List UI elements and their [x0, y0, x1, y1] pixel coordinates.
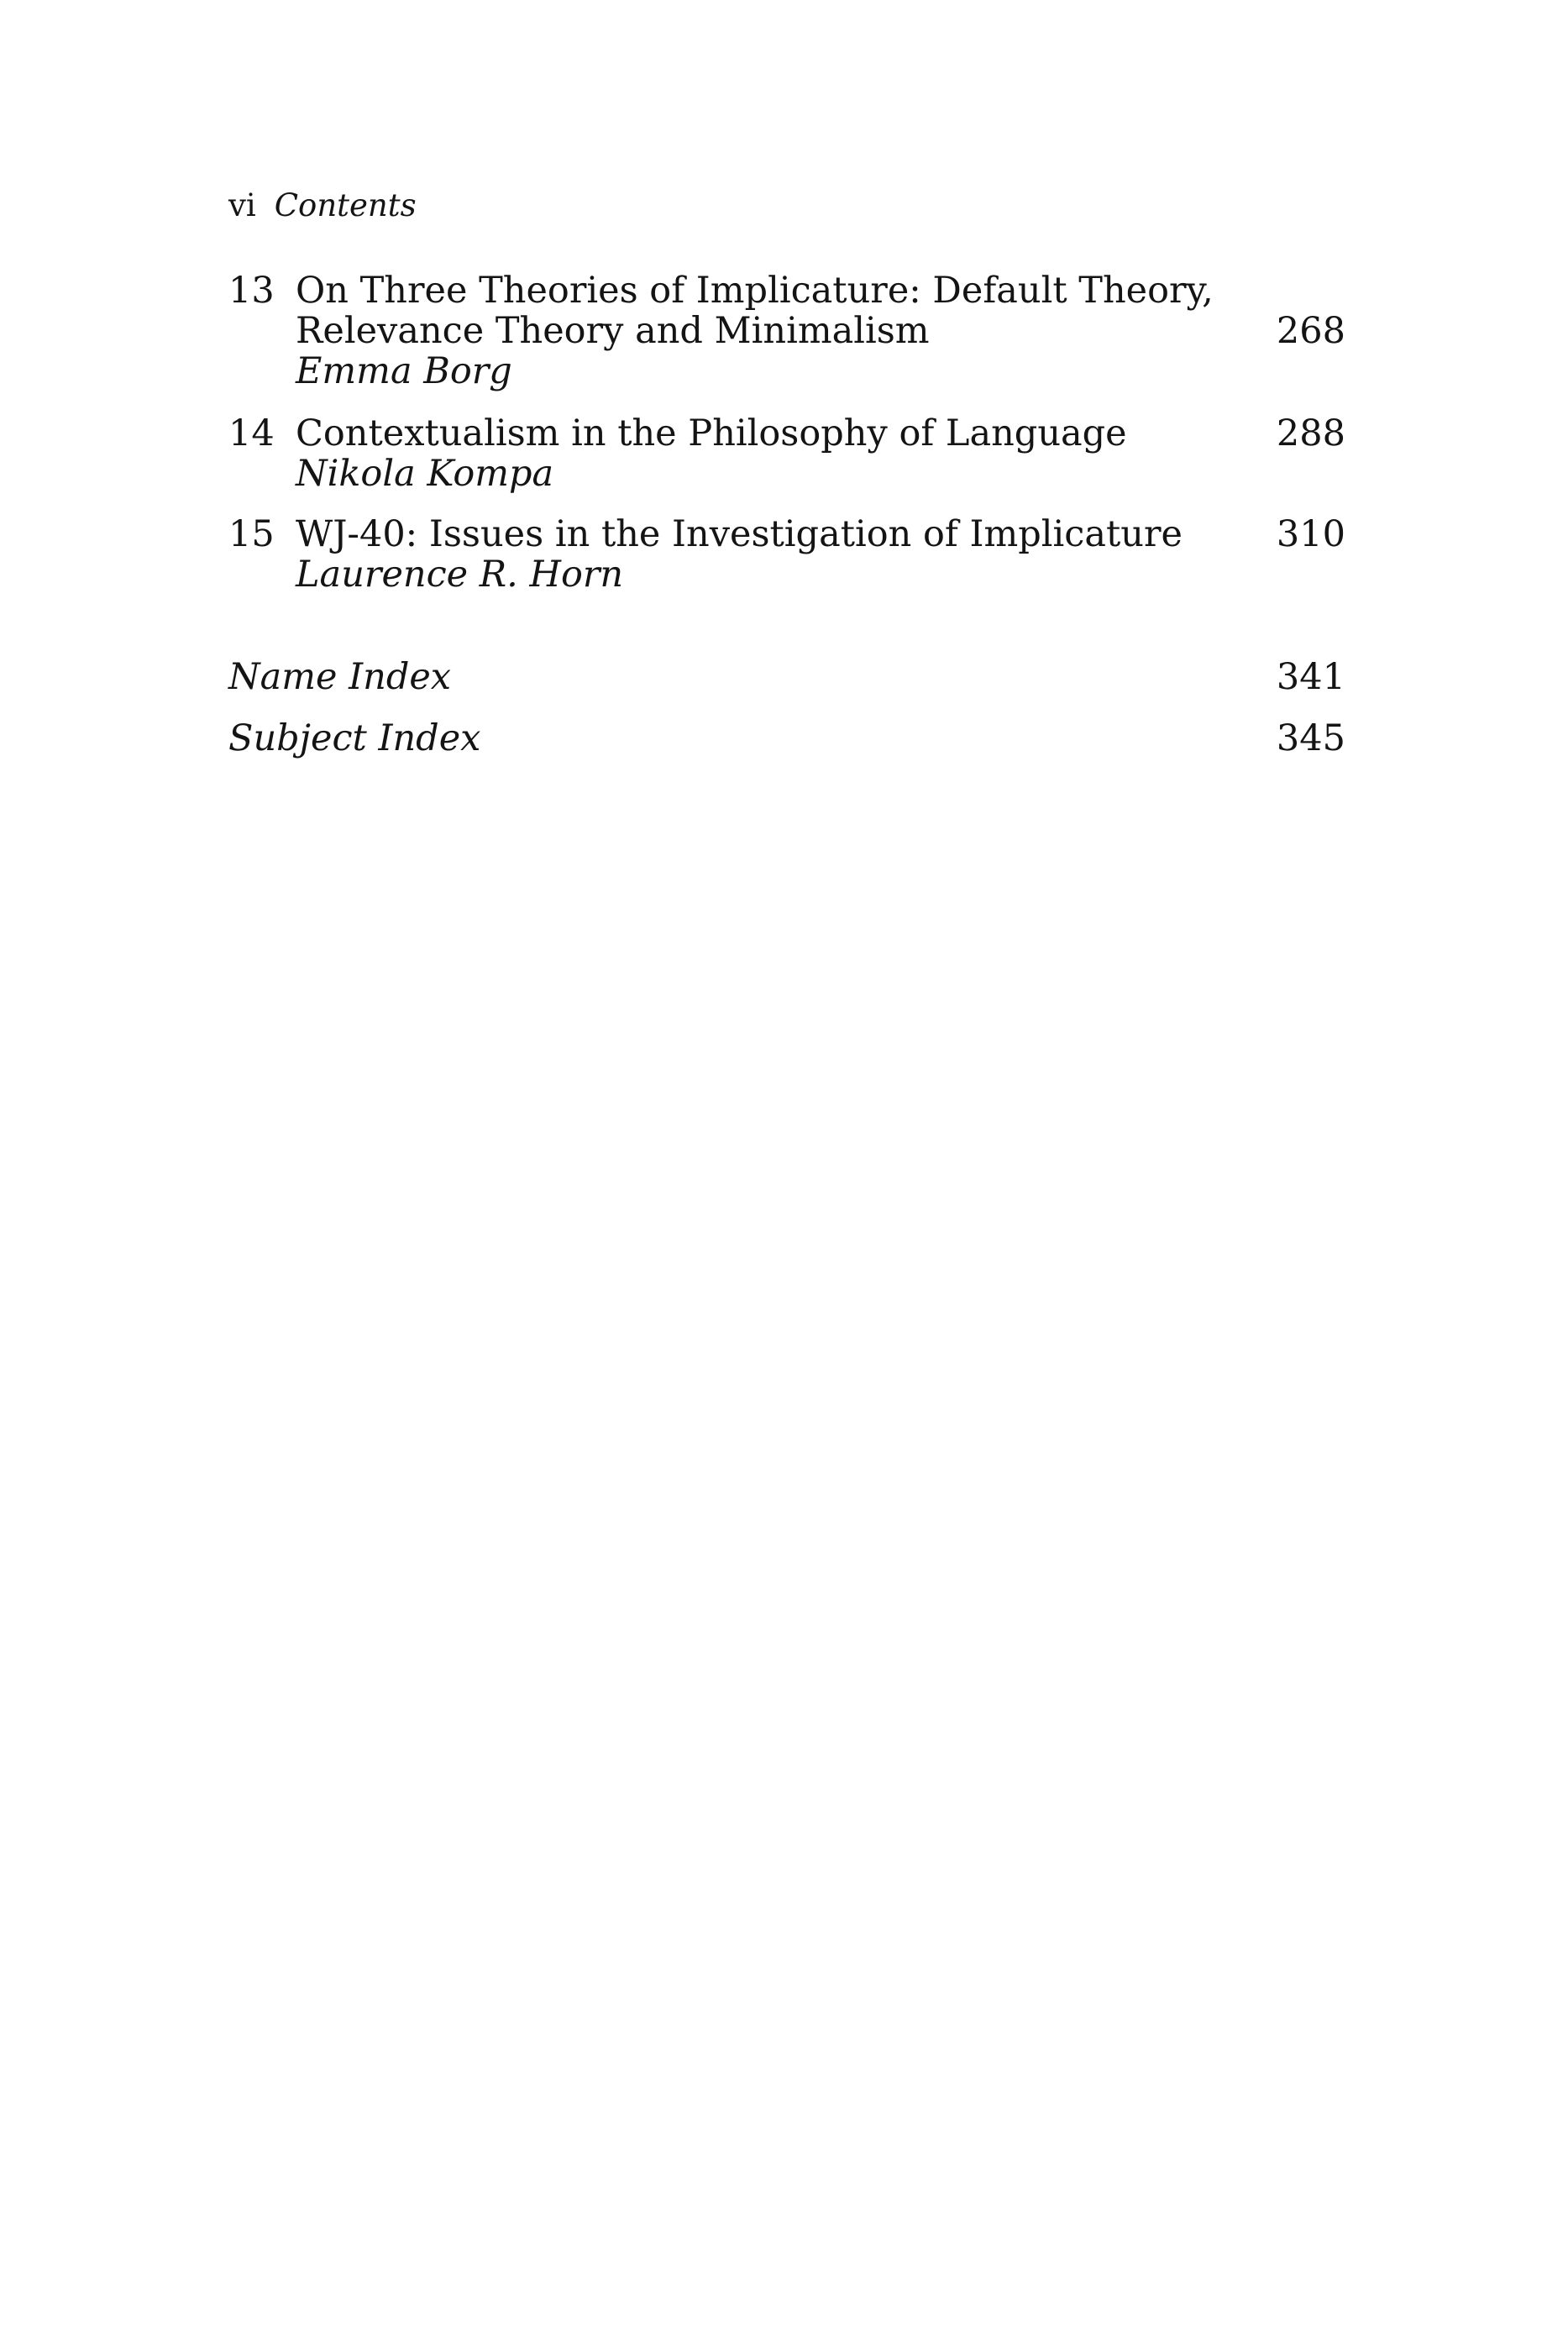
toc-entry-chapter-14 [228, 413, 1345, 494]
toc-entry-subject-index [228, 718, 1345, 759]
chapter-author: Nikola Kompa [296, 453, 554, 495]
chapter-number: 15 [228, 513, 275, 555]
chapter-page-number: 288 [1276, 412, 1345, 454]
chapter-page-number: 268 [1276, 310, 1345, 352]
chapter-number: 13 [228, 270, 275, 312]
chapter-author: Emma Borg [296, 350, 512, 392]
chapter-page-number: 310 [1276, 513, 1345, 555]
running-head-section: Contents [274, 187, 417, 223]
toc-entry-name-index [228, 657, 1345, 697]
running-head [228, 186, 417, 225]
index-label: Subject Index [228, 717, 481, 759]
chapter-title-line-1: On Three Theories of Implicature: Default Theory, [296, 270, 1214, 312]
index-page-number: 345 [1276, 717, 1345, 759]
toc-entry-chapter-15 [228, 514, 1345, 595]
index-label: Name Index [228, 656, 452, 698]
index-page-number: 341 [1276, 656, 1345, 698]
chapter-title-line-2: Relevance Theory and Minimalism [296, 310, 930, 352]
page-folio: vi [228, 187, 256, 223]
chapter-title-line-1: WJ-40: Issues in the Investigation of Implicature [296, 513, 1183, 555]
chapter-number: 14 [228, 412, 275, 454]
chapter-author: Laurence R. Horn [296, 554, 624, 596]
chapter-title-line-1: Contextualism in the Philosophy of Language [296, 412, 1127, 454]
toc-entry-chapter-13 [228, 270, 1345, 391]
